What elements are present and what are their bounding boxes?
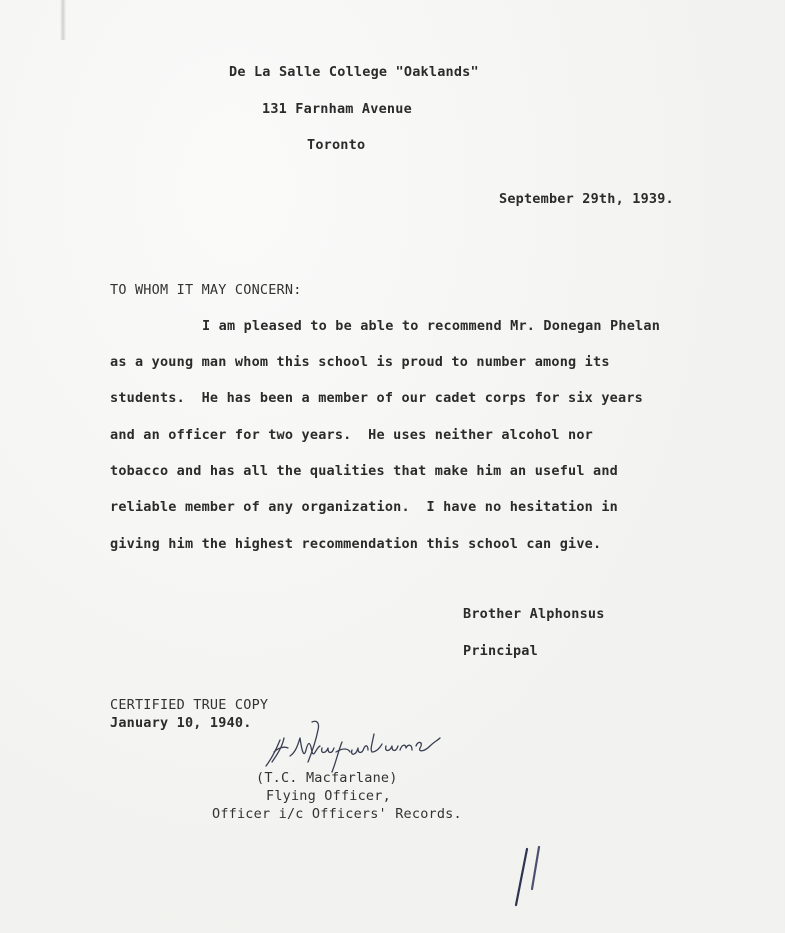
- handwritten-signature-icon: [262, 718, 447, 778]
- certifier-role: Officer i/c Officers' Records.: [212, 806, 462, 822]
- letterhead-institution: De La Salle College "Oaklands": [229, 64, 479, 80]
- salutation: TO WHOM IT MAY CONCERN:: [110, 282, 302, 298]
- certifier-rank: Flying Officer,: [266, 788, 391, 804]
- body-line: and an officer for two years. He uses neither alcohol nor: [110, 427, 594, 443]
- letterhead-address: 131 Farnham Avenue: [262, 101, 412, 117]
- letterhead-city: Toronto: [307, 137, 366, 153]
- body-line: reliable member of any organization. I have no hesitation in: [110, 499, 618, 515]
- letter-date: September 29th, 1939.: [499, 191, 674, 207]
- signatory-title: Principal: [463, 643, 538, 659]
- certification-date: January 10, 1940.: [110, 715, 252, 731]
- body-line: students. He has been a member of our cadet corps for six years: [110, 390, 643, 406]
- certification-label: CERTIFIED TRUE COPY: [110, 697, 269, 713]
- body-line: tobacco and has all the qualities that make him an useful and: [110, 463, 618, 479]
- paper-crease: [60, 0, 66, 40]
- certifier-name: (T.C. Macfarlane): [256, 770, 398, 786]
- body-line: I am pleased to be able to recommend Mr. Donegan Phelan: [202, 318, 661, 334]
- body-line: as a young man whom this school is proud to number among its: [110, 354, 610, 370]
- signatory-name: Brother Alphonsus: [463, 606, 605, 622]
- handwritten-double-slash-icon: [512, 845, 552, 910]
- body-line: giving him the highest recommendation this school can give.: [110, 536, 602, 552]
